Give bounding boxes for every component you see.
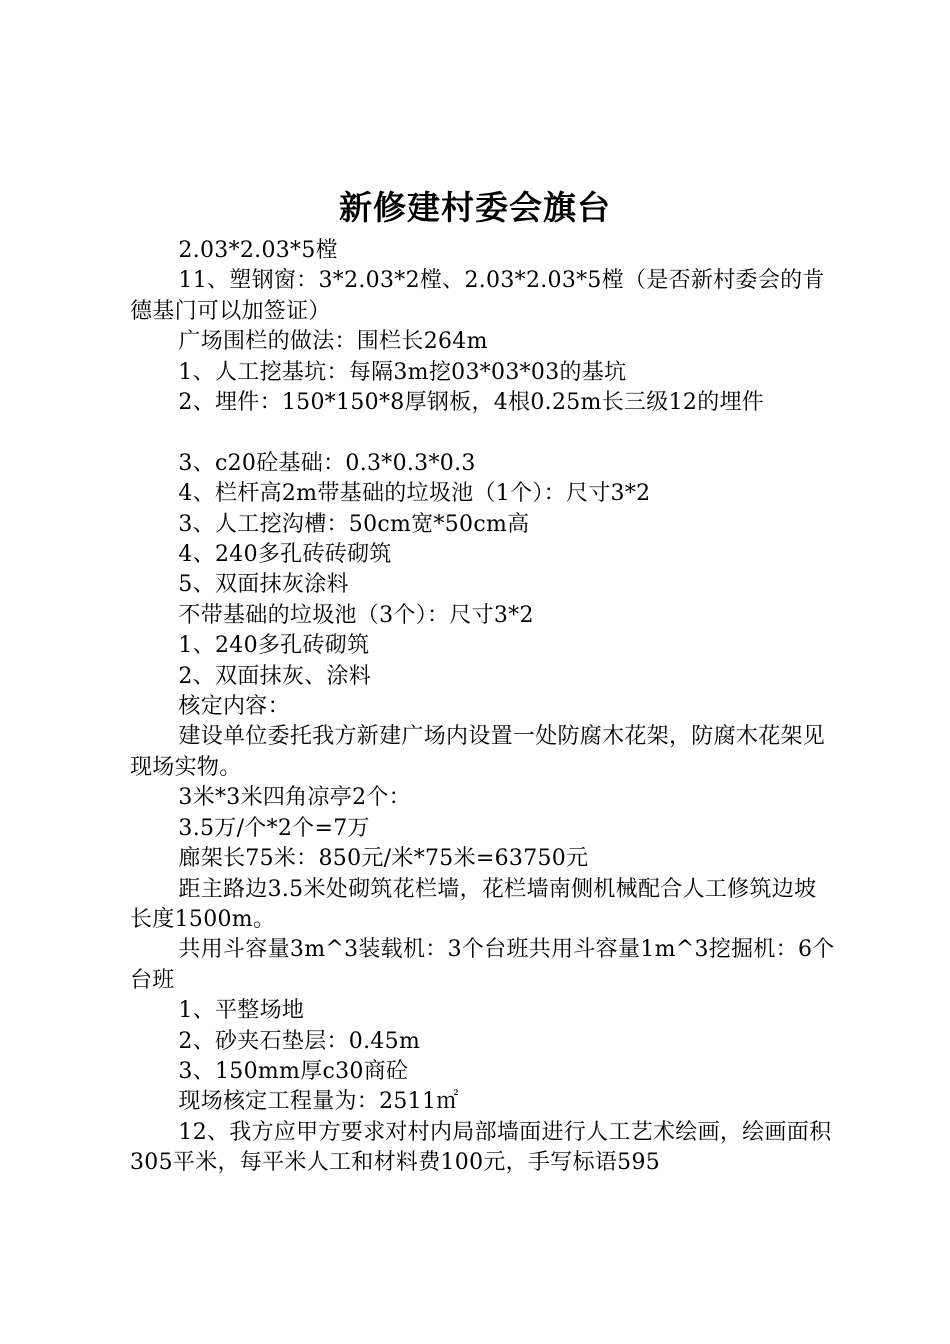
paragraph: 3米*3米四角凉亭2个： [178,785,411,811]
paragraph: 4、栏杆高2m带基础的垃圾池（1个）：尺寸3*2 [178,481,651,507]
document-title: 新修建村委会旗台 [339,188,611,227]
paragraph: 2.03*2.03*5樘 [178,238,338,263]
paragraph: 2、埋件：150*150*8厚钢板，4根0.25m长三级12的埋件 [178,390,765,416]
paragraph: 3.5万/个*2个=7万 [178,815,370,841]
paragraph: 不带基础的垃圾池（3个）：尺寸3*2 [178,602,534,628]
paragraph: 距主路边3.5米处砌筑花栏墙，花栏墙南侧机械配合人工修筑边坡长度1500m。 [130,876,817,932]
paragraph: 5、双面抹灰涂料 [178,572,349,598]
paragraph: 1、人工挖基坑：每隔3m挖03*03*03的基坑 [178,359,627,385]
blank-line [130,418,835,448]
paragraph: 廊架长75米：850元/米*75米=63750元 [178,846,589,872]
document-body [130,236,835,1179]
paragraph: 2、砂夹石垫层：0.45m [178,1028,421,1054]
paragraph: 11、塑钢窗：3*2.03*2樘、2.03*2.03*5樘（是否新村委会的肯德基门可以加签证） [130,268,825,324]
paragraph: 3、150mm厚c30商砼 [178,1058,409,1084]
paragraph: 1、平整场地 [178,998,305,1024]
paragraph: 2、双面抹灰、涂料 [178,663,372,689]
paragraph: 核定内容： [178,694,290,720]
paragraph: 12、我方应甲方要求对村内局部墙面进行人工艺术绘画，绘画面积305平米，每平米人工和材料费100元，手写标语595 [130,1119,832,1176]
paragraph: 建设单位委托我方新建广场内设置一处防腐木花架，防腐木花架见现场实物。 [130,724,826,780]
paragraph: 1、240多孔砖砌筑 [178,633,370,659]
paragraph: 4、240多孔砖砖砌筑 [178,542,392,568]
paragraph: 现场核定工程量为：2511㎡ [178,1089,459,1115]
paragraph: 共用斗容量3m^3装载机：3个台班共用斗容量1m^3挖掘机：6个台班 [130,937,835,993]
paragraph: 3、人工挖沟槽：50cm宽*50cm高 [178,511,530,537]
paragraph: 3、c20砼基础：0.3*0.3*0.3 [178,450,476,476]
paragraph: 广场围栏的做法：围栏长264m [178,329,488,355]
